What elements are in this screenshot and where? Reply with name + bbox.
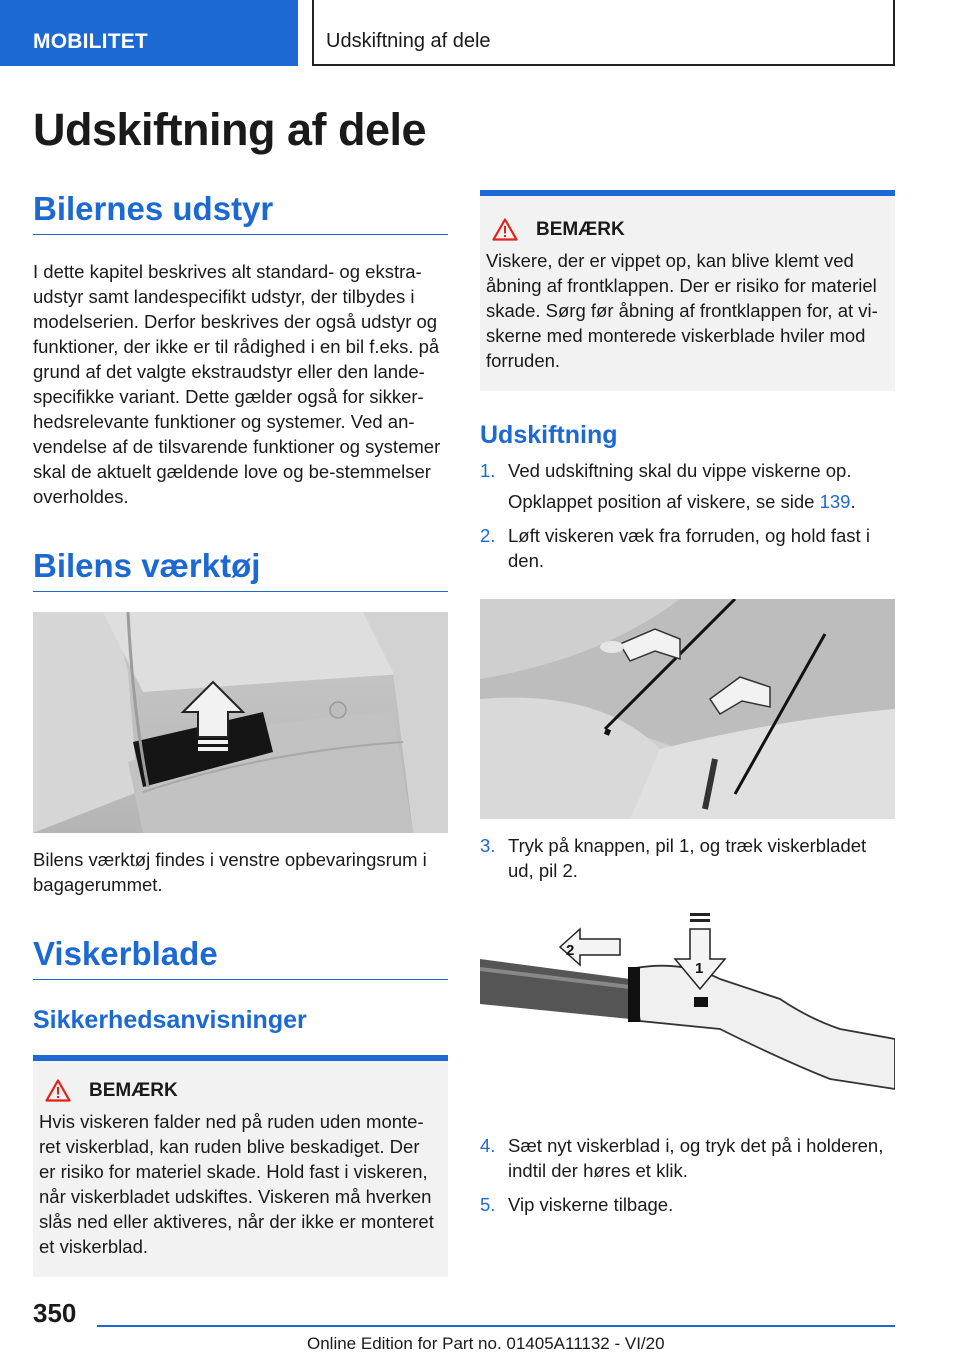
trunk-storage-image [33, 612, 448, 833]
wipers-raised-illustration [480, 599, 895, 819]
page-reference-link[interactable]: 139 [819, 491, 851, 512]
step-note [480, 489, 895, 514]
subheading-replacement: Udskiftning [480, 421, 618, 449]
notice-text: Hvis viskeren falder ned på ruden uden monte-ret viskerblad, kan ruden blive beskadiget. Der er risiko for materiel skade. Hold fast i viskeren, når viskerbladet udskiftes. Viskeren må hverken slås ned eller aktiveres, når der ikke er monteret et viskerblad. [39, 1111, 434, 1257]
footer-divider [97, 1325, 895, 1327]
replacement-steps-cont [480, 833, 895, 883]
page-number: 350 [33, 1298, 77, 1328]
tool-storage-illustration [33, 612, 448, 833]
step-item [480, 523, 895, 573]
figure-arrow-label-2: 2 [566, 942, 575, 959]
notice-box-frontklap [480, 190, 895, 391]
chapter-header: Udskiftning af dele [312, 0, 895, 66]
page-title: Udskiftning af dele [33, 104, 427, 155]
wiper-blade-release-image [480, 909, 895, 1123]
step-item [480, 458, 895, 483]
step-text: Tryk på knappen, pil 1, og træk viskerbladet ud, pil 2. [508, 835, 867, 881]
section-tab: MOBILITET [0, 0, 298, 66]
left-column [33, 190, 448, 1277]
section-heading-equipment: Bilernes udstyr [33, 190, 448, 235]
equipment-paragraph: I dette kapitel beskrives alt standard- og ekstra-udstyr samt landespecifikt udstyr, der tilbydes i modelserien. Derfor beskrives der også udstyr og funktioner, der ikke er til rådighed i en bil f.eks. på grund af det valgte ekstraudstyr eller den lande-specifikke variant. Dette gælder også for sikker-hedsrelevante funktioner og systemer. Ved an-vendelse af de tilsvarende funktioner og systemer skal de aktuelt gældende love og be-stemmelser overholdes. [33, 261, 441, 507]
step-number: 2. [480, 525, 496, 546]
notice-label: BEMÆRK [536, 218, 625, 240]
step-number: 4. [480, 1135, 496, 1156]
step-item [480, 1192, 895, 1217]
notice-box-wiper-safety [33, 1055, 448, 1277]
step-item [480, 1133, 895, 1183]
wiper-release-illustration [480, 909, 895, 1123]
step-text: Løft viskeren væk fra forruden, og hold fast i den. [508, 525, 870, 571]
notice-header [39, 1079, 440, 1102]
step-number: 5. [480, 1194, 496, 1215]
subheading-safety: Sikkerhedsanvisninger [33, 1006, 307, 1034]
figure-arrow-label-1: 1 [695, 960, 704, 977]
tools-caption: Bilens værktøj findes i venstre opbevaringsrum i bagagerummet. [33, 849, 427, 895]
step-text: Sæt nyt viskerblad i, og tryk det på i holderen, indtil der høres et klik. [508, 1135, 884, 1181]
step-item [480, 833, 895, 883]
step-note-end: . [850, 491, 856, 512]
warning-triangle-icon [492, 218, 518, 241]
section-heading-wiper-blades: Viskerblade [33, 935, 448, 980]
step-text: Vip viskerne tilbage. [508, 1194, 674, 1215]
notice-label: BEMÆRK [89, 1079, 178, 1101]
notice-header [486, 218, 887, 241]
warning-triangle-icon [45, 1079, 71, 1102]
replacement-steps [480, 458, 895, 573]
step-number: 1. [480, 460, 496, 481]
notice-text: Viskere, der er vippet op, kan blive klemt ved åbning af frontklappen. Der er risiko for materiel skade. Sørg før åbning af frontklappen for, at vi-skerne med monterede viskerblade hviler mod forruden. [486, 250, 878, 371]
step-note-text: Opklappet position af viskere, se side [508, 491, 820, 512]
step-number: 3. [480, 835, 496, 856]
replacement-steps-end [480, 1133, 895, 1217]
step-text: Ved udskiftning skal du vippe viskerne op. [508, 460, 852, 481]
windshield-wipers-image [480, 599, 895, 819]
edition-info: Online Edition for Part no. 01405A11132 - VI/20 [307, 1334, 665, 1353]
section-heading-tools: Bilens værktøj [33, 547, 448, 592]
right-column [480, 190, 895, 1217]
